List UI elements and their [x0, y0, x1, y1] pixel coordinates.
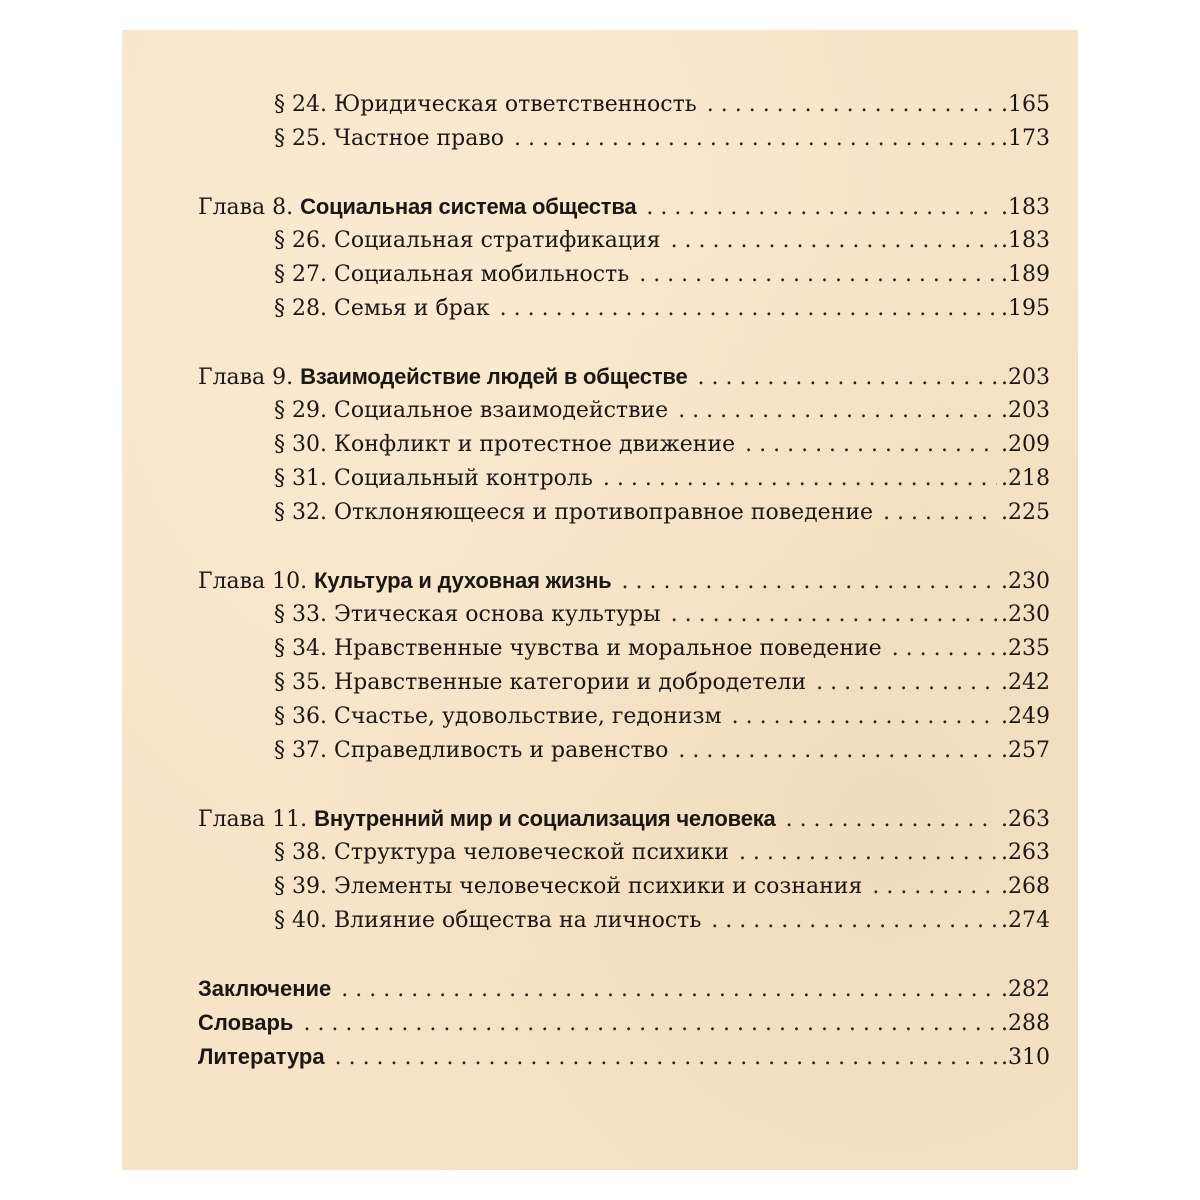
- toc-entry-label: [274, 840, 729, 865]
- toc-entry-number: § 29.: [274, 398, 327, 423]
- toc-page-number: .310: [1001, 1045, 1050, 1070]
- toc-page-number: .195: [1001, 296, 1050, 321]
- dot-leader: [739, 840, 997, 865]
- dot-leader: [603, 466, 997, 491]
- toc-chapter-row: [198, 806, 1050, 840]
- toc-entry-number: § 37.: [274, 738, 327, 763]
- toc-section-row: [274, 704, 1050, 738]
- toc-entry-title: Этическая основа культуры: [333, 602, 661, 627]
- toc-entry-number: Глава 8.: [198, 195, 294, 220]
- dot-leader: [707, 92, 997, 117]
- toc-section-row: [274, 432, 1050, 466]
- toc-chapter-row: [198, 364, 1050, 398]
- toc-entry-label: [274, 296, 490, 321]
- toc-backmatter-row: [198, 1044, 1050, 1078]
- toc-section-row: [274, 466, 1050, 500]
- toc-entry-title: Структура человеческой психики: [333, 840, 729, 865]
- toc-page-number: .282: [1001, 977, 1050, 1002]
- dot-leader: [335, 1045, 997, 1070]
- toc-entry-title: Литература: [198, 1044, 325, 1069]
- toc-entry-title: Заключение: [198, 976, 332, 1001]
- toc-entry-label: [274, 874, 862, 899]
- toc-page-number: .268: [1001, 874, 1050, 899]
- toc-page-number: .203: [1001, 365, 1050, 390]
- dot-leader: [816, 670, 997, 695]
- toc-entry-title: Юридическая ответственность: [333, 92, 697, 117]
- toc-entry-number: § 30.: [274, 432, 327, 457]
- toc-entry-title: Словарь: [198, 1010, 294, 1035]
- toc-page-number: .230: [1001, 569, 1050, 594]
- toc-page-number: .165: [1001, 92, 1050, 117]
- dot-leader: [697, 365, 997, 390]
- dot-leader: [646, 195, 997, 220]
- toc-entry-label: [274, 126, 504, 151]
- toc-entry-number: § 26.: [274, 228, 327, 253]
- toc-entry-label: [198, 976, 331, 1002]
- toc-entry-title: Нравственные чувства и моральное поведение: [333, 636, 882, 661]
- toc-entry-label: [198, 806, 776, 832]
- toc-page-number: .263: [1001, 840, 1050, 865]
- toc-entry-label: [274, 738, 668, 763]
- toc-section-row: [274, 636, 1050, 670]
- toc-section-row: [274, 738, 1050, 772]
- toc-entry-number: § 28.: [274, 296, 327, 321]
- toc-page-number: .183: [1001, 228, 1050, 253]
- toc-entry-title: Социальная стратификация: [333, 228, 661, 253]
- dot-leader: [745, 432, 997, 457]
- toc-entry-title: Взаимодействие людей в обществе: [300, 364, 688, 389]
- toc-chapter-row: [198, 568, 1050, 602]
- dot-leader: [671, 602, 997, 627]
- book-page: [122, 30, 1078, 1170]
- toc-entry-number: § 27.: [274, 262, 327, 287]
- toc-entry-number: § 25.: [274, 126, 327, 151]
- dot-leader: [622, 569, 998, 594]
- toc-section-row: [274, 296, 1050, 330]
- toc-page-number: .249: [1001, 704, 1050, 729]
- toc-entry-title: Внутренний мир и социализация человека: [314, 806, 776, 831]
- toc-entry-title: Семья и брак: [333, 296, 490, 321]
- toc-page-number: .263: [1001, 807, 1050, 832]
- toc-section-row: [274, 398, 1050, 432]
- toc-section-row: [274, 908, 1050, 942]
- toc-entry-label: [274, 500, 873, 525]
- toc-section-row: [274, 126, 1050, 160]
- toc-entry-label: [274, 228, 661, 253]
- toc-entry-title: Отклоняющееся и противоправное поведение: [333, 500, 874, 525]
- toc-entry-number: Глава 9.: [198, 365, 294, 390]
- toc-entry-label: [198, 1010, 293, 1036]
- toc-entry-number: § 33.: [274, 602, 327, 627]
- toc-entry-number: Глава 10.: [198, 569, 308, 594]
- toc-backmatter-row: [198, 976, 1050, 1010]
- toc-entry-number: § 32.: [274, 500, 327, 525]
- toc-entry-number: § 39.: [274, 874, 327, 899]
- toc-section-row: [274, 670, 1050, 704]
- toc-entry-title: Влияние общества на личность: [333, 908, 702, 933]
- toc-entry-number: § 34.: [274, 636, 327, 661]
- toc-entry-label: [198, 364, 687, 390]
- dot-leader: [786, 807, 997, 832]
- toc-backmatter-row: [198, 1010, 1050, 1044]
- toc-entry-title: Социальная мобильность: [333, 262, 630, 287]
- toc-entry-number: Глава 11.: [198, 807, 308, 832]
- toc-entry-title: Счастье, удовольствие, гедонизм: [333, 704, 722, 729]
- toc-entry-number: § 36.: [274, 704, 327, 729]
- dot-leader: [883, 500, 997, 525]
- toc-entry-label: [274, 432, 735, 457]
- toc-page-number: .242: [1001, 670, 1050, 695]
- toc-page-number: .209: [1001, 432, 1050, 457]
- toc-section-row: [274, 840, 1050, 874]
- toc-entry-title: Нравственные категории и добродетели: [333, 670, 807, 695]
- dot-leader: [732, 704, 997, 729]
- toc-entry-title: Культура и духовная жизнь: [314, 568, 612, 593]
- toc-entry-label: [198, 1044, 325, 1070]
- toc-entry-label: [274, 466, 593, 491]
- toc-section-row: [274, 262, 1050, 296]
- dot-leader: [711, 908, 997, 933]
- toc-entry-title: Элементы человеческой психики и сознания: [333, 874, 863, 899]
- dot-leader: [500, 296, 997, 321]
- toc-entry-number: § 40.: [274, 908, 327, 933]
- toc-entry-number: § 24.: [274, 92, 327, 117]
- table-of-contents: [122, 30, 1078, 1170]
- toc-entry-title: Частное право: [333, 126, 505, 151]
- toc-page-number: .173: [1001, 126, 1050, 151]
- dot-leader: [671, 228, 997, 253]
- toc-entry-label: [274, 636, 882, 661]
- toc-section-row: [274, 602, 1050, 636]
- toc-entry-title: Социальное взаимодействие: [333, 398, 669, 423]
- toc-page-number: .235: [1001, 636, 1050, 661]
- toc-entry-title: Социальный контроль: [333, 466, 593, 491]
- toc-entry-label: [274, 602, 661, 627]
- dot-leader: [678, 398, 997, 423]
- dot-leader: [892, 636, 997, 661]
- dot-leader: [514, 126, 997, 151]
- toc-entry-label: [274, 398, 668, 423]
- toc-entry-number: § 35.: [274, 670, 327, 695]
- toc-entry-title: Социальная система общества: [300, 194, 637, 219]
- toc-entry-label: [198, 194, 636, 220]
- dot-leader: [639, 262, 997, 287]
- toc-entry-number: § 38.: [274, 840, 327, 865]
- toc-page-number: .183: [1001, 195, 1050, 220]
- toc-page-number: .230: [1001, 602, 1050, 627]
- toc-entry-title: Конфликт и протестное движение: [333, 432, 736, 457]
- toc-entry-label: [274, 908, 701, 933]
- toc-page-number: .203: [1001, 398, 1050, 423]
- dot-leader: [341, 977, 997, 1002]
- dot-leader: [872, 874, 997, 899]
- toc-page-number: .274: [1001, 908, 1050, 933]
- toc-entry-label: [198, 568, 612, 594]
- toc-entry-label: [274, 262, 629, 287]
- toc-entry-label: [274, 670, 806, 695]
- toc-entry-label: [274, 92, 697, 117]
- toc-section-row: [274, 92, 1050, 126]
- toc-chapter-row: [198, 194, 1050, 228]
- toc-entry-number: § 31.: [274, 466, 327, 491]
- toc-section-row: [274, 500, 1050, 534]
- toc-entry-label: [274, 704, 722, 729]
- dot-leader: [678, 738, 997, 763]
- toc-page-number: .218: [1001, 466, 1050, 491]
- toc-page-number: .225: [1001, 500, 1050, 525]
- dot-leader: [303, 1011, 997, 1036]
- toc-entry-title: Справедливость и равенство: [333, 738, 669, 763]
- toc-section-row: [274, 228, 1050, 262]
- toc-section-row: [274, 874, 1050, 908]
- toc-page-number: .288: [1001, 1011, 1050, 1036]
- toc-page-number: .189: [1001, 262, 1050, 287]
- toc-page-number: .257: [1001, 738, 1050, 763]
